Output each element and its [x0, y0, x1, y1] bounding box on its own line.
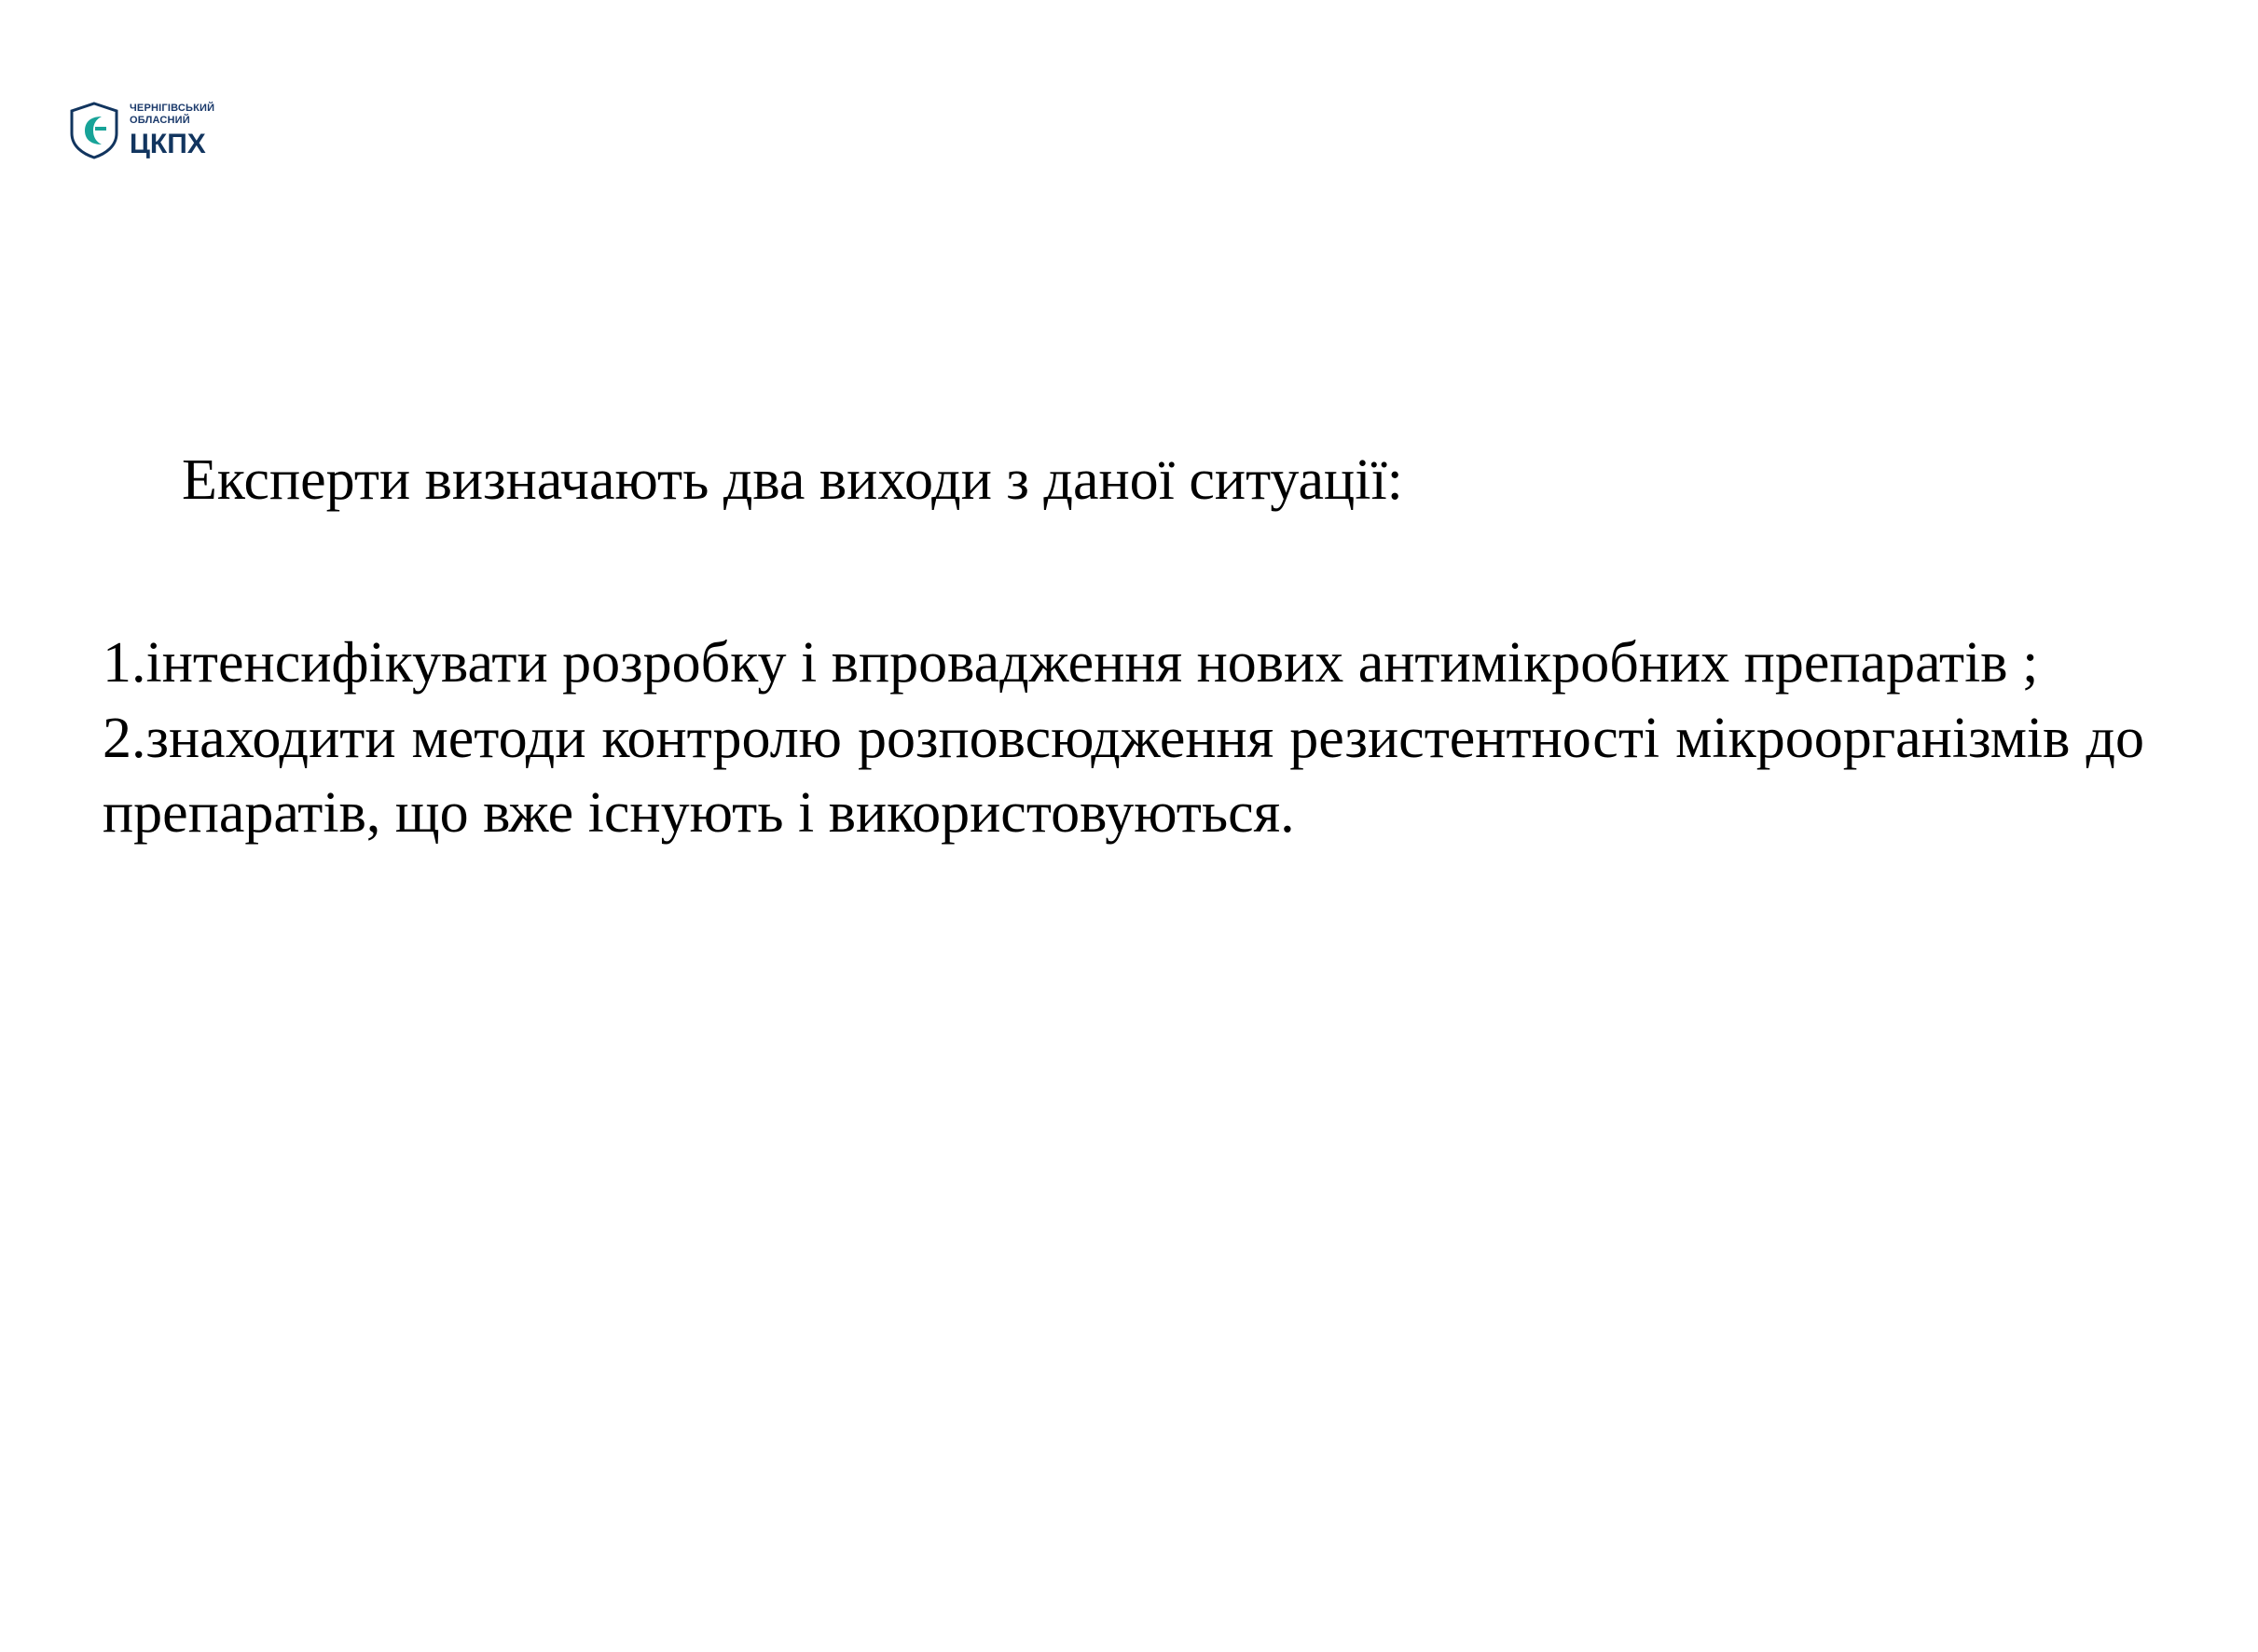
logo-line-1: ЧЕРНІГІВСЬКИЙ — [130, 102, 215, 114]
intro-paragraph: Експерти визначають два виходи з даної ситуації: — [182, 448, 1403, 512]
slide-content — [103, 447, 2144, 851]
shield-icon — [70, 102, 118, 159]
logo-abbreviation: ЦКПХ — [130, 128, 206, 159]
logo-block — [70, 89, 256, 172]
list-item: 1.інтенсифікувати розробку і впровадження нових антимікробних препаратів ; — [103, 631, 2039, 695]
logo-text — [130, 103, 214, 158]
logo-line-2: ОБЛАСНИЙ — [130, 114, 190, 126]
list-item: 2.знаходити методи контролю розповсюдження резистентності мікроорганізмів до препаратів, що вже існують і використовуються. — [103, 706, 2144, 846]
